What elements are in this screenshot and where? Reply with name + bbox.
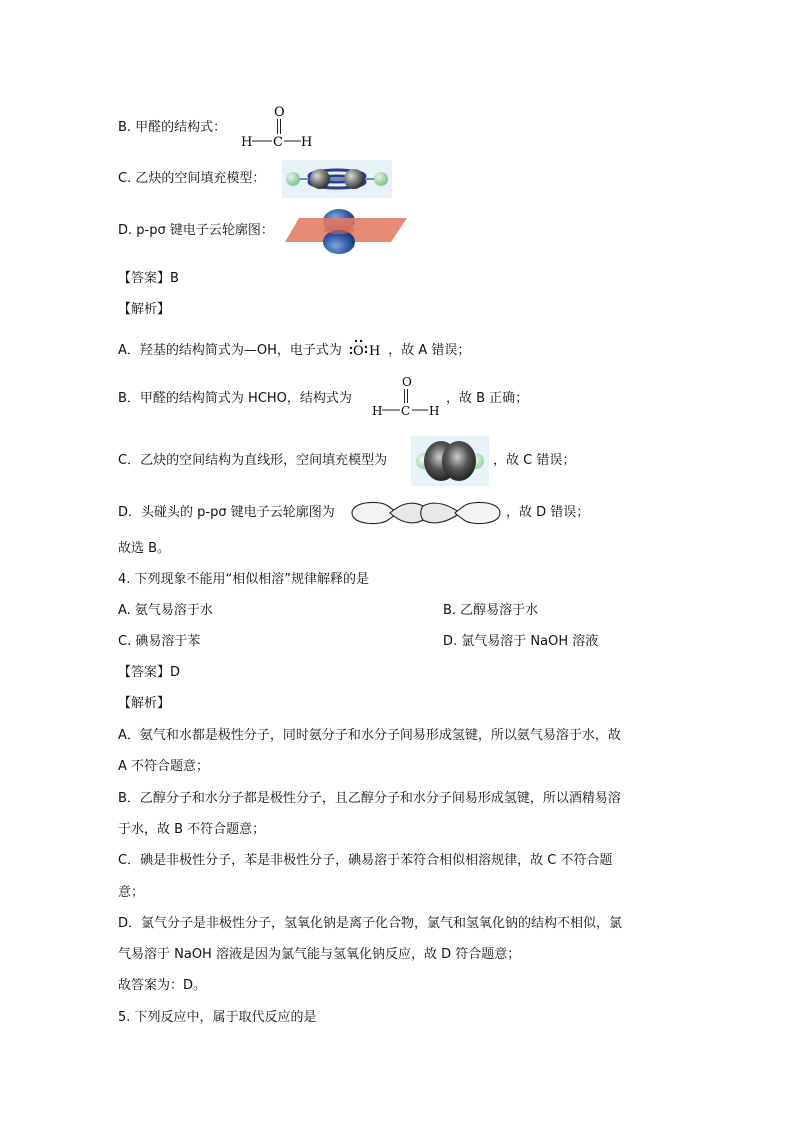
q4-option-d: D. 氯气易溶于 NaOH 溶液: [443, 634, 599, 649]
atom-h-right: H: [301, 135, 313, 150]
question-5-stem: 5. 下列反应中，属于取代反应的是: [118, 1010, 317, 1025]
atom-h-right: H: [429, 404, 440, 418]
q4-explanation-d-line2: 气易溶于 NaOH 溶液是因为氯气能与氢氧化钠反应，故 D 符合题意；: [118, 947, 521, 962]
q4-explanation-b-line1: B．乙醇分子和水分子都是极性分子，且乙醇分子和水分子间易形成氢键，所以酒精易溶: [118, 791, 621, 806]
explanation-d-text: D．头碰头的 p-pσ 键电子云轮廓图为: [118, 505, 335, 520]
option-d-label: D. p-pσ 键电子云轮廓图：: [118, 223, 274, 238]
head-on-p-p-sigma-image: [350, 498, 502, 528]
acetylene-wrong-model-image: [282, 160, 392, 198]
q4-explanation-a-line2: A 不符合题意；: [118, 759, 210, 774]
atom-h-left: H: [372, 404, 383, 418]
atom-c: C: [273, 135, 283, 150]
q3-analysis-title: 【解析】: [118, 302, 171, 317]
hydroxyl-electron-formula: [348, 338, 382, 358]
q3-conclusion: 故选 B。: [118, 541, 171, 556]
q3-answer: 【答案】B: [118, 271, 179, 286]
q4-explanation-c-line1: C．碘是非极性分子，苯是非极性分子，碘易溶于苯符合相似相溶规律，故 C 不符合题: [118, 853, 613, 868]
atom-h-left: H: [241, 135, 253, 150]
option-c-label: C. 乙炔的空间填充模型：: [118, 171, 266, 186]
q4-explanation-d-line1: D．氯气分子是非极性分子，氢氧化钠是离子化合物，氯气和氢氧化钠的结构不相似，氯: [118, 916, 623, 931]
q4-answer: 【答案】D: [118, 665, 181, 680]
q4-analysis-title: 【解析】: [118, 696, 171, 711]
option-b-label: B. 甲醛的结构式：: [118, 120, 227, 135]
atom-o: O: [274, 105, 285, 120]
q4-explanation-a-line1: A．氨气和水都是极性分子，同时氨分子和水分子间易形成氢键，所以氨气易溶于水，故: [118, 728, 621, 743]
electron-formula-h: H: [369, 344, 381, 358]
formaldehyde-structure-small: [370, 373, 442, 419]
q4-explanation-c-line2: 意；: [118, 885, 145, 900]
question-4-stem: 4. 下列现象不能用“相似相溶”规律解释的是: [118, 572, 370, 587]
q4-option-b: B. 乙醇易溶于水: [443, 603, 539, 618]
acetylene-correct-model-image: [411, 436, 489, 486]
q4-option-c: C. 碘易溶于苯: [118, 634, 201, 649]
q4-option-a: A. 氨气易溶于水: [118, 603, 213, 618]
formaldehyde-structure-figure: [238, 100, 318, 150]
q4-conclusion: 故答案为：D。: [118, 978, 207, 993]
explanation-a-result: ，故 A 错误；: [388, 343, 471, 358]
explanation-b-result: ，故 B 正确；: [446, 391, 529, 406]
p-p-sigma-orbital-image: [285, 206, 407, 256]
atom-c: C: [401, 404, 411, 418]
atom-o: O: [402, 375, 412, 389]
explanation-a-text: A．羟基的结构简式为—OH，电子式为: [118, 343, 342, 358]
explanation-b-text: B．甲醛的结构简式为 HCHO，结构式为: [118, 391, 352, 406]
explanation-d-result: ，故 D 错误；: [506, 505, 590, 520]
explanation-a: [118, 338, 470, 360]
q4-explanation-b-line2: 于水，故 B 不符合题意；: [118, 822, 266, 837]
electron-formula-o: O: [353, 344, 364, 358]
explanation-c-result: ，故 C 错误；: [493, 453, 576, 468]
explanation-c-text: C．乙炔的空间结构为直线形，空间填充模型为: [118, 453, 388, 468]
